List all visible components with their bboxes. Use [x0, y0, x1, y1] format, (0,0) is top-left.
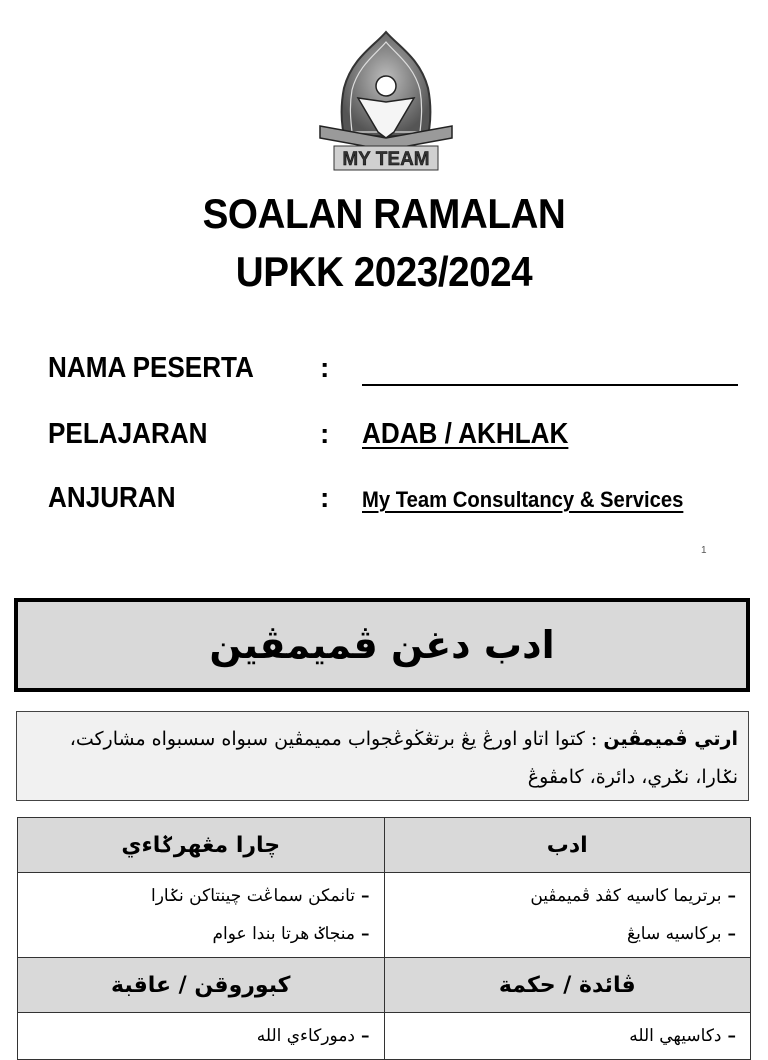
pelajaran-value: ADAB / AKHLAK — [362, 418, 569, 450]
list-item: –دكاسيهي الله — [629, 1026, 736, 1046]
list-item: –برتريما كاسيه كڤد ڤميمڤين — [530, 886, 736, 906]
table-header-row — [18, 958, 751, 1013]
definition-separator: : — [584, 728, 604, 750]
definition-text: كتوا اتاو اورڠ يڠ برتڠڬوڠجواب مميمڤين سبواه سسبواه مشاركت، نݢارا، نݢري، دائرة، كامڤوڠ — [69, 728, 738, 788]
list-item: –دموركاءي الله — [256, 1026, 370, 1046]
field-colon: : — [320, 352, 330, 383]
page-number: 1 — [701, 545, 707, 556]
header-faedah-hikmah: ڤائدة / حكمة — [384, 958, 751, 1013]
cara-cell — [18, 873, 385, 958]
my-team-logo — [314, 28, 458, 178]
table-header-row — [18, 818, 751, 873]
header-cara-menghargai: چارا مڠهرݢاءي — [18, 818, 385, 873]
table-row — [18, 873, 751, 958]
logo-text: MY TEAM — [342, 149, 430, 170]
field-colon: : — [320, 418, 330, 449]
table-row — [18, 1013, 751, 1060]
field-label-anjuran: ANJURAN — [48, 482, 176, 514]
title-line-2: UPKK 2023/2024 — [235, 248, 533, 295]
list-item: –منجاݢ هرتا بندا عوام — [212, 924, 370, 944]
section-heading: ادب دغن ڤميمڤين — [209, 623, 555, 667]
list-item: –تانمكن سماڠت چينتاكن نݢارا — [150, 886, 370, 906]
header-keburukan-akibat: كبوروقن / عاقبة — [18, 958, 385, 1013]
akibat-cell — [18, 1013, 385, 1060]
field-label-nama-peserta: NAMA PESERTA — [48, 352, 254, 384]
section-heading-box — [14, 598, 750, 692]
definition-term: ارتي ڤميمڤين — [603, 728, 738, 750]
title-line-1: SOALAN RAMALAN — [202, 190, 566, 237]
field-colon: : — [320, 482, 330, 513]
field-label-pelajaran: PELAJARAN — [48, 418, 208, 450]
faedah-cell — [384, 1013, 751, 1060]
list-item: –بركاسيه سايڠ — [627, 924, 736, 944]
adab-cell — [384, 873, 751, 958]
definition-box — [16, 711, 749, 801]
anjuran-value: My Team Consultancy & Services — [362, 487, 684, 512]
nama-peserta-blank[interactable] — [362, 360, 738, 386]
header-adab: ادب — [384, 818, 751, 873]
